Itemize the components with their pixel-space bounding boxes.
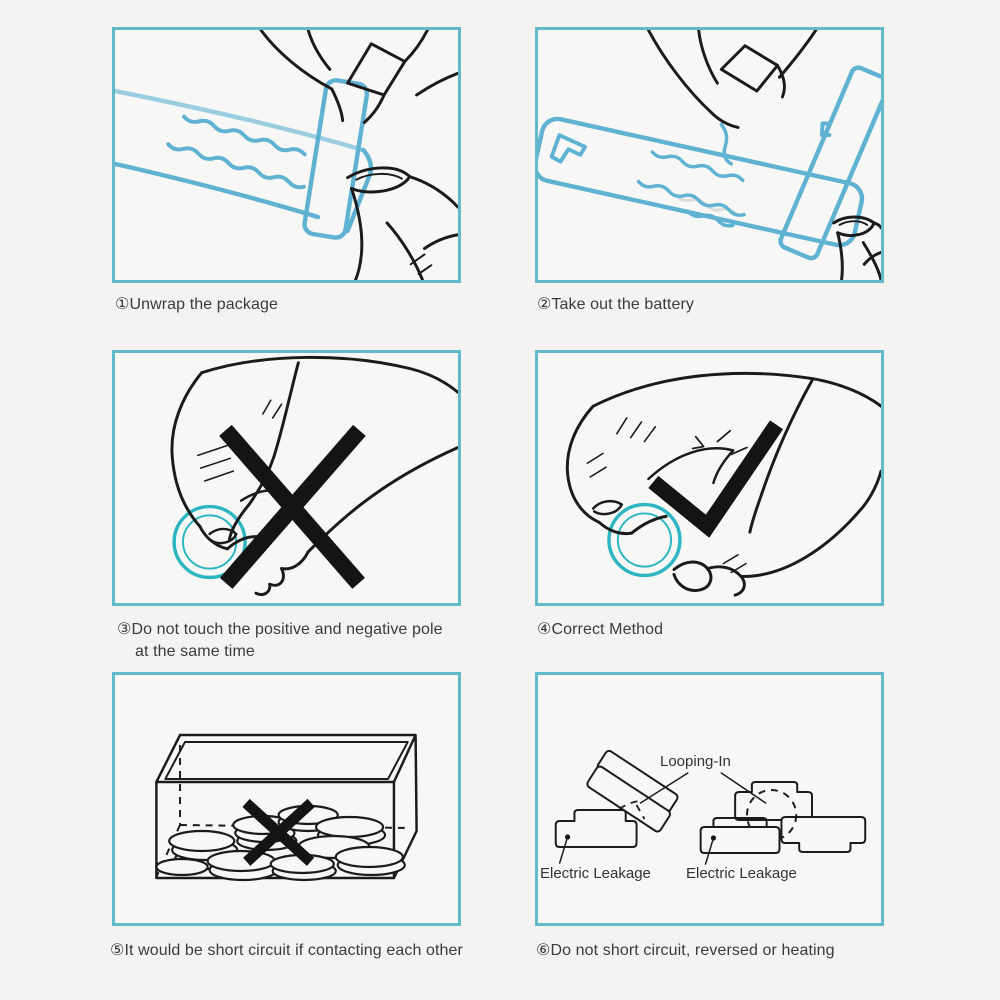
correct-grip-illustration-icon [538,353,881,603]
caption-step-5: ⑤It would be short circuit if contacting each other [110,942,463,959]
x-mark-icon [219,425,366,589]
caption-step-3-line1: ③Do not touch the positive and negative pole [117,621,443,638]
panel-step-6 [535,672,884,926]
panel-step-4 [535,350,884,606]
label-electric-leakage-left: Electric Leakage [540,865,651,882]
caption-step-2: ②Take out the battery [537,296,694,313]
label-electric-leakage-right: Electric Leakage [686,865,797,882]
unwrap-illustration-icon [115,30,458,280]
caption-step-6: ⑥Do not short circuit, reversed or heating [536,942,835,959]
label-looping-in: Looping-In [660,753,731,770]
leakage-illustration-icon [538,675,881,923]
coin-batteries [156,806,404,880]
caption-step-3 [117,619,443,663]
battery-tray-left [556,810,637,847]
caption-step-3-line2: at the same time [135,643,255,660]
battery-box-illustration-icon [115,675,458,923]
panel-step-1 [112,27,461,283]
panel-step-3 [112,350,461,606]
panel-step-2 [535,27,884,283]
remove-battery-illustration-icon [538,30,881,280]
wrong-grip-illustration-icon [115,353,458,603]
battery-circle [609,505,680,576]
caption-step-4: ④Correct Method [537,621,664,638]
panel-step-5 [112,672,461,926]
battery-flipped-right [781,817,865,852]
caption-step-1: ①Unwrap the package [115,296,279,313]
